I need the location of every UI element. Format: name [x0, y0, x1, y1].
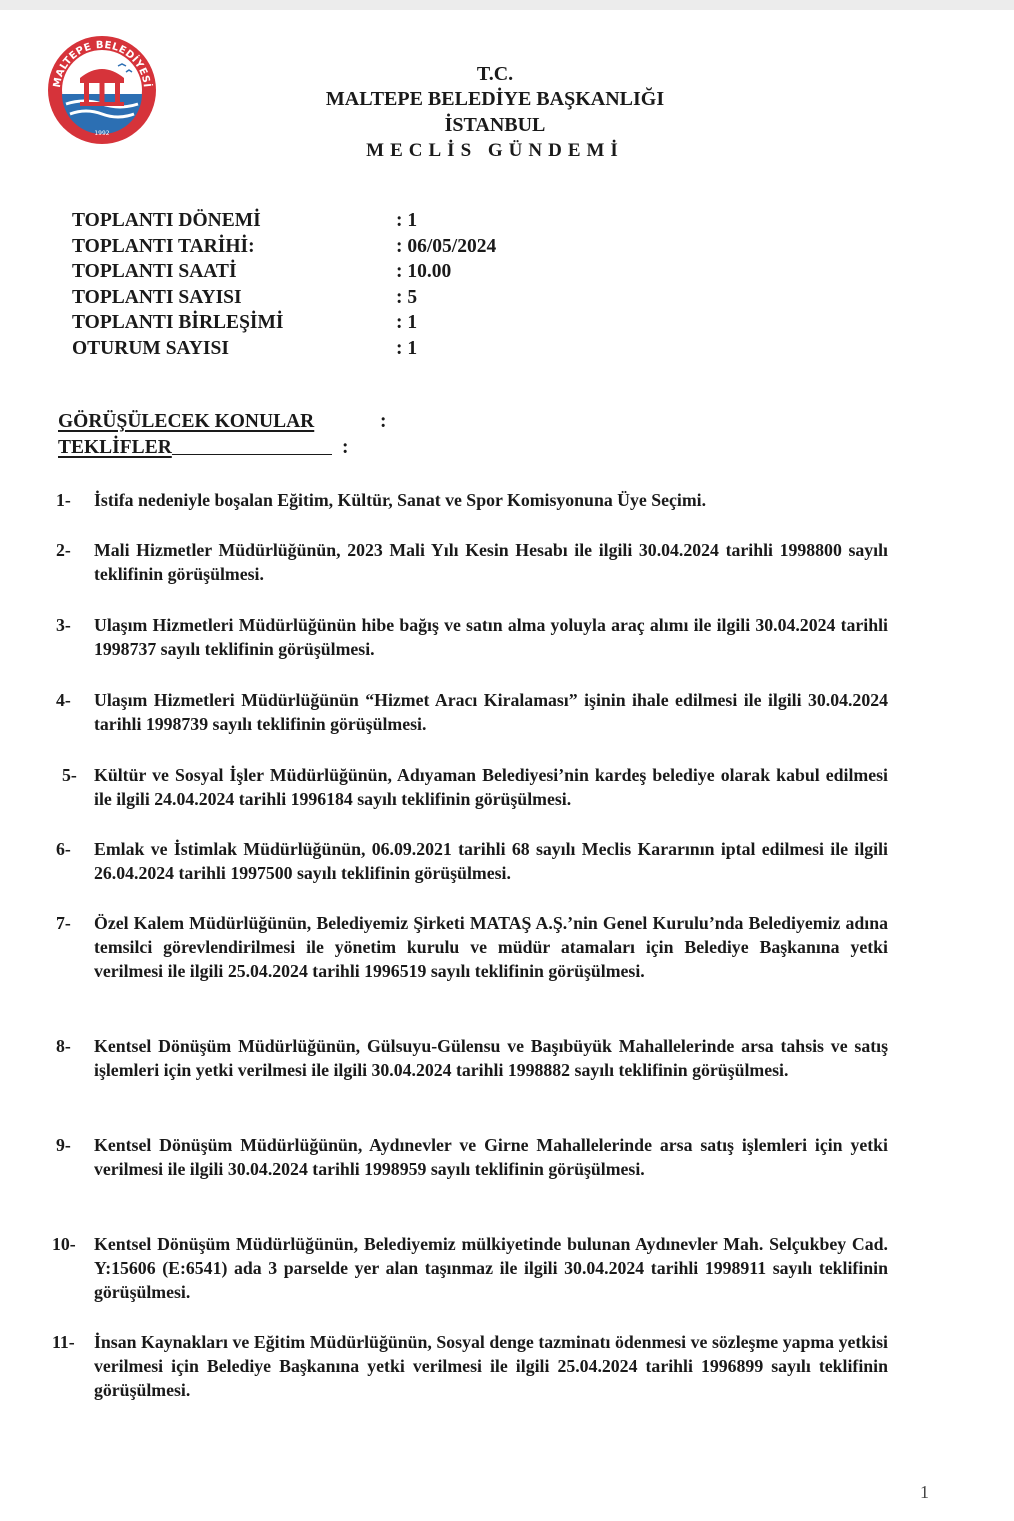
item-number: 9- [56, 1135, 71, 1155]
section-proposals [58, 437, 349, 459]
section-topics [58, 411, 387, 433]
agenda-item [56, 911, 888, 983]
item-text: Ulaşım Hizmetleri Müdürlüğünün “Hizmet Aracı Kiralaması” işinin ihale edilmesi ile ilgili 30.04.2024 tarihli 1998739 sayılı teklifinin görüşülmesi. [94, 690, 888, 734]
item-number: 5- [62, 765, 77, 785]
agenda-item [56, 837, 888, 885]
header-municipality: MALTEPE BELEDİYE BAŞKANLIĞI [325, 88, 665, 110]
agenda-item [56, 613, 888, 661]
item-number: 1- [56, 490, 71, 510]
agenda-item [56, 688, 888, 736]
item-number: 10- [52, 1234, 76, 1254]
meta-value: : 5 [396, 286, 418, 308]
item-text: Ulaşım Hizmetleri Müdürlüğünün hibe bağış ve satın alma yoluyla araç alımı ile ilgili 30.04.2024 tarihli 1998737 sayılı teklifinin görüşülmesi. [94, 615, 888, 659]
item-text: Kentsel Dönüşüm Müdürlüğünün, Aydınevler ve Girne Mahallelerinde arsa satış işlemleri için yetki verilmesi ile ilgili 30.04.2024 tarihli 1998959 sayılı teklifinin görüşülmesi. [94, 1135, 888, 1179]
header-tc: T.C. [476, 63, 514, 85]
agenda-item [52, 1232, 888, 1304]
section-colon: : [342, 437, 349, 458]
meta-label: OTURUM SAYISI [72, 337, 229, 359]
item-number: 6- [56, 839, 71, 859]
municipality-logo [46, 34, 158, 146]
meta-value: : 10.00 [396, 261, 452, 282]
meta-label: TOPLANTI SAATİ [72, 261, 237, 282]
item-number: 3- [56, 615, 71, 635]
page-number: 1 [920, 1482, 929, 1502]
item-number: 2- [56, 540, 71, 560]
meta-label: TOPLANTI TARİHİ: [72, 235, 255, 257]
svg-text:MALTEPE BELEDİYESİ: MALTEPE BELEDİYESİ [51, 39, 152, 89]
item-number: 4- [56, 690, 71, 710]
agenda-item [52, 1330, 888, 1402]
top-strip [0, 0, 1014, 10]
agenda-item [56, 488, 888, 512]
meta-label: TOPLANTI BİRLEŞİMİ [72, 312, 284, 333]
section-colon: : [380, 411, 387, 432]
meta-value: : 1 [396, 312, 418, 333]
item-number: 7- [56, 913, 71, 933]
meta-value: : 1 [396, 210, 418, 231]
header-city: İSTANBUL [444, 114, 546, 136]
item-text: Kentsel Dönüşüm Müdürlüğünün, Gülsuyu-Gülensu ve Başıbüyük Mahallelerinde arsa tahsis ve satış işlemleri için yetki verilmesi ile ilgili 30.04.2024 tarihli 1998882 sayılı teklifinin görüşülmesi. [94, 1036, 888, 1080]
section-topics-title: GÖRÜŞÜLECEK KONULAR [58, 411, 315, 432]
agenda-item [56, 1034, 888, 1082]
agenda-item [56, 763, 888, 811]
section-proposals-title: TEKLİFLER [58, 437, 172, 458]
svg-text:1992: 1992 [94, 130, 110, 137]
item-text: Mali Hizmetler Müdürlüğünün, 2023 Mali Yılı Kesin Hesabı ile ilgili 30.04.2024 tarihli 1998800 sayılı teklifinin görüşülmesi. [94, 540, 888, 584]
item-text: Emlak ve İstimlak Müdürlüğünün, 06.09.2021 tarihli 68 sayılı Meclis Kararının iptal edilmesi ile ilgili 26.04.2024 tarihli 1997500 sayılı teklifinin görüşülmesi. [94, 839, 888, 883]
meta-label: TOPLANTI SAYISI [72, 286, 242, 308]
meta-label: TOPLANTI DÖNEMİ [72, 210, 261, 231]
item-number: 11- [52, 1332, 75, 1352]
item-text: Özel Kalem Müdürlüğünün, Belediyemiz Şirketi MATAŞ A.Ş.’nin Genel Kurulu’nda Belediyemiz adına temsilci görevlendirilmesi ile yönetim kurulu ve müdür atamaları için Belediye Başkanına yetki verilmesi ile ilgili 25.04.2024 tarihli 1996519 sayılı teklifinin görüşülmesi. [94, 913, 888, 981]
item-text: Kentsel Dönüşüm Müdürlüğünün, Belediyemiz mülkiyetinde bulunan Aydınevler Mah. Selçukbey Cad. Y:15606 (E:6541) ada 3 parselde yer alan taşınmaz ile ilgili 30.04.2024 tarihli 1998911 sayılı teklifinin görüşülmesi. [94, 1234, 888, 1302]
agenda-item [56, 1133, 888, 1181]
item-text: İnsan Kaynakları ve Eğitim Müdürlüğünün, Sosyal denge tazminatı ödenmesi ve sözleşme yapma yetkisi verilmesi için Belediye Başkanına yetki verilmesi ile ilgili 25.04.2024 tarihli 1996899 sayılı teklifinin görüşülmesi. [94, 1332, 888, 1400]
item-number: 8- [56, 1036, 71, 1056]
document-header [230, 62, 760, 164]
meta-value: : 06/05/2024 [396, 235, 497, 257]
item-text: Kültür ve Sosyal İşler Müdürlüğünün, Adıyaman Belediyesi’nin kardeş belediye olarak kabul edilmesi ile ilgili 24.04.2024 tarihli 1996184 sayılı teklifinin görüşülmesi. [94, 765, 888, 809]
header-agenda-title: MECLİS GÜNDEMİ [366, 140, 624, 161]
item-text: İstifa nedeniyle boşalan Eğitim, Kültür, Sanat ve Spor Komisyonuna Üye Seçimi. [94, 490, 707, 510]
meta-value: : 1 [396, 337, 418, 359]
agenda-item [56, 538, 888, 586]
